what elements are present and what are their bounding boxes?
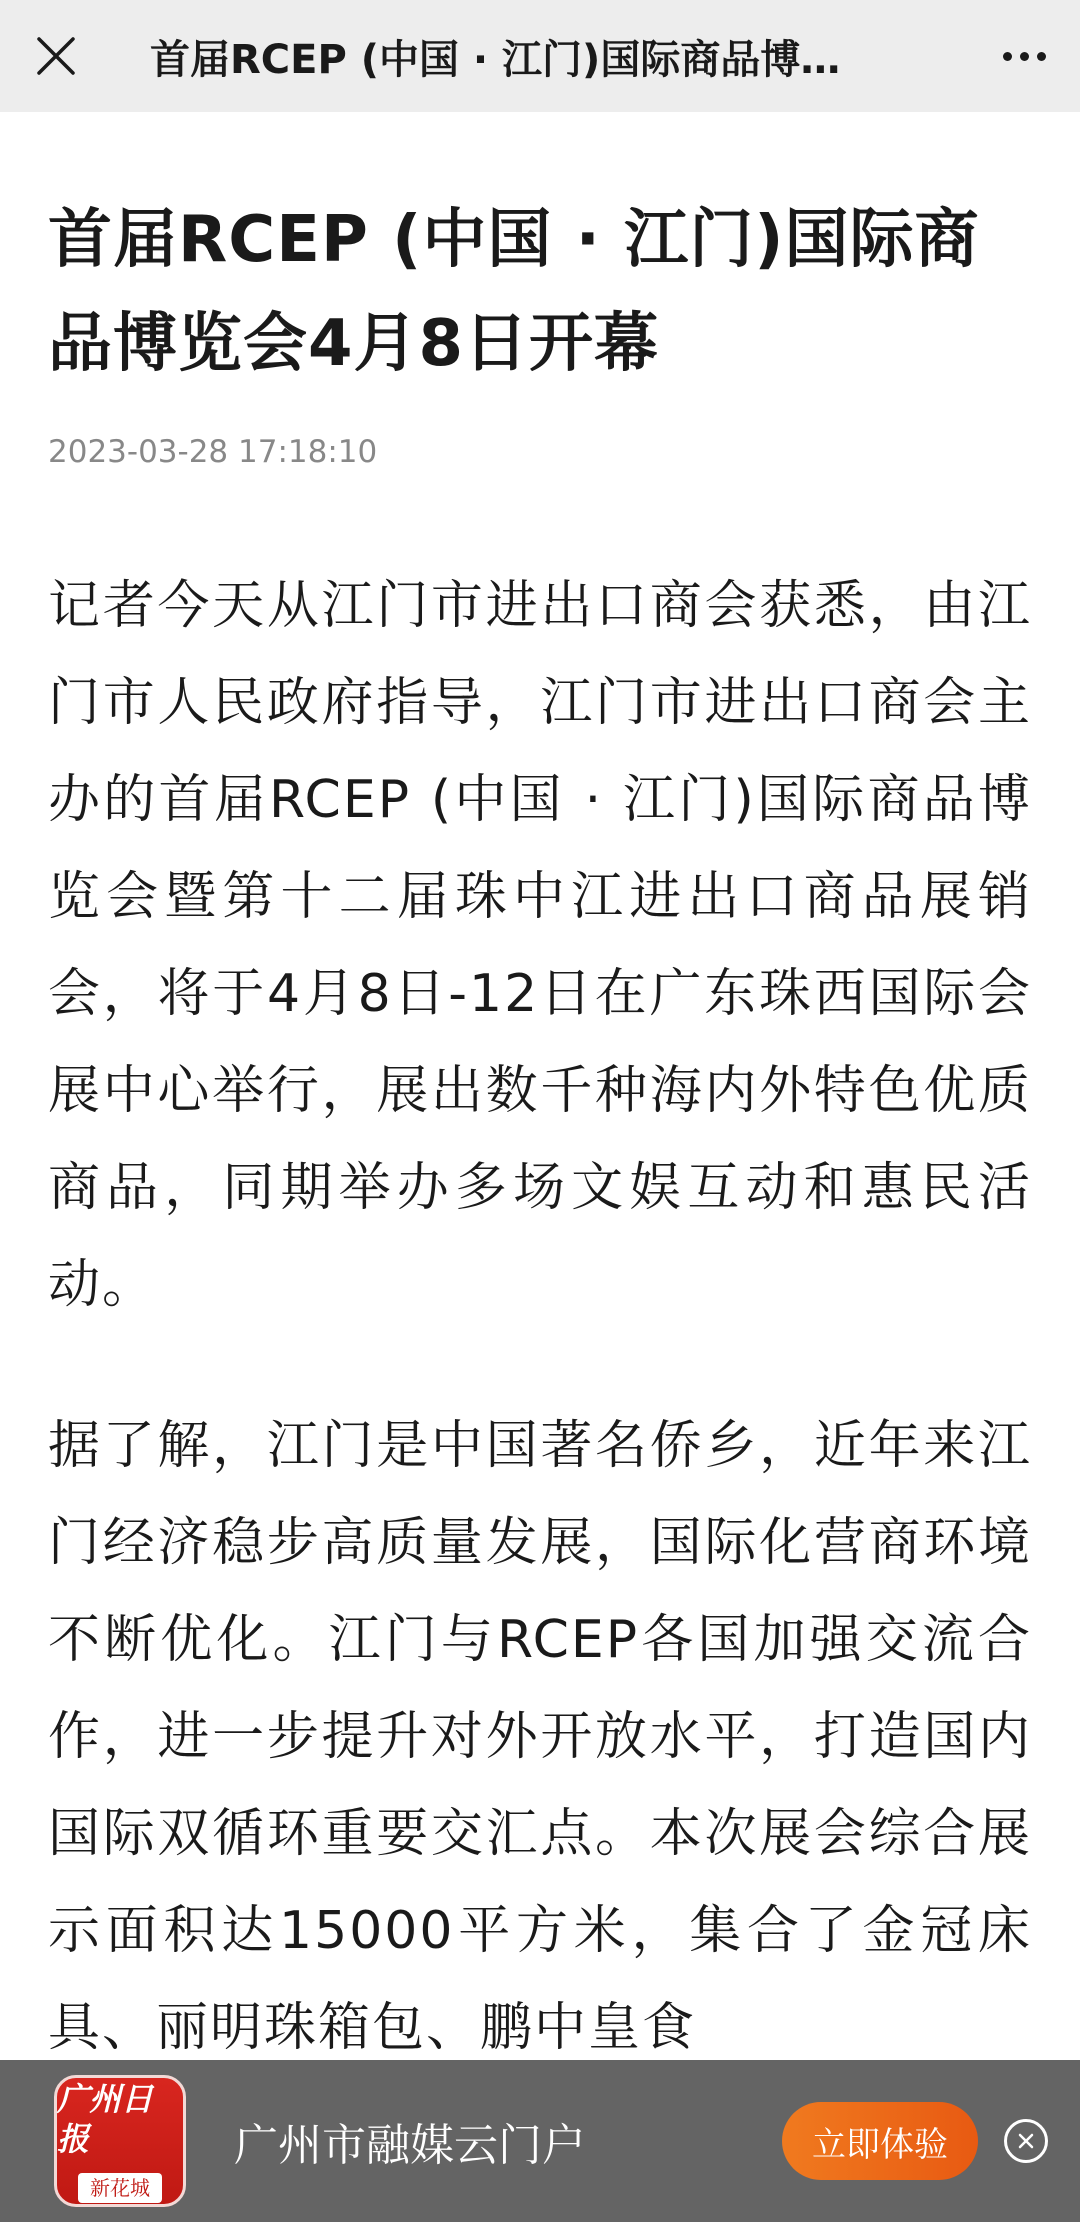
article-paragraph-2: 据了解，江门是中国著名侨乡，近年来江门经济稳步高质量发展，国际化营商环境不断优化。江门与RCEP各国加强交流合作，进一步提升对外开放水平，打造国内国际双循环重要交汇点。本次展会综合展示面积达15000平方米，集合了金冠床具、丽明珠箱包、鹏中皇食 — [48, 1416, 1032, 2058]
more-button[interactable] — [968, 0, 1080, 112]
article — [48, 112, 1032, 2077]
logo-sub-text: 新花城 — [78, 2173, 162, 2203]
banner-text: 广州市融媒云门户 — [234, 2120, 586, 2171]
close-circle-icon — [1016, 2131, 1036, 2151]
article-paragraph-1: 记者今天从江门市进出口商会获悉，由江门市人民政府指导，江门市进出口商会主办的首届RCEP (中国 · 江门)国际商品博览会暨第十二届珠中江进出口商品展销会，将于4月8日-12日在广东珠西国际会展中心举行，展出数千种海内外特色优质商品，同期举办多场文娱互动和惠民活动。 — [48, 576, 1032, 1315]
article-title: 首届RCEP (中国 · 江门)国际商品博览会4月8日开幕 — [48, 203, 980, 381]
banner-close-button[interactable] — [1004, 2119, 1048, 2163]
page-title: 首届RCEP (中国 · 江门)国际商品博… — [150, 36, 841, 83]
app-logo — [54, 2075, 186, 2207]
top-bar — [0, 0, 1080, 112]
article-date: 2023-03-28 17:18:10 — [48, 434, 378, 470]
app-promo-banner[interactable] — [0, 2060, 1080, 2222]
close-button[interactable] — [0, 0, 112, 112]
logo-brand-text: 广州日报 — [57, 2080, 154, 2158]
close-icon — [35, 35, 77, 77]
more-dots-icon — [1003, 52, 1046, 61]
try-now-button[interactable]: 立即体验 — [782, 2102, 978, 2180]
